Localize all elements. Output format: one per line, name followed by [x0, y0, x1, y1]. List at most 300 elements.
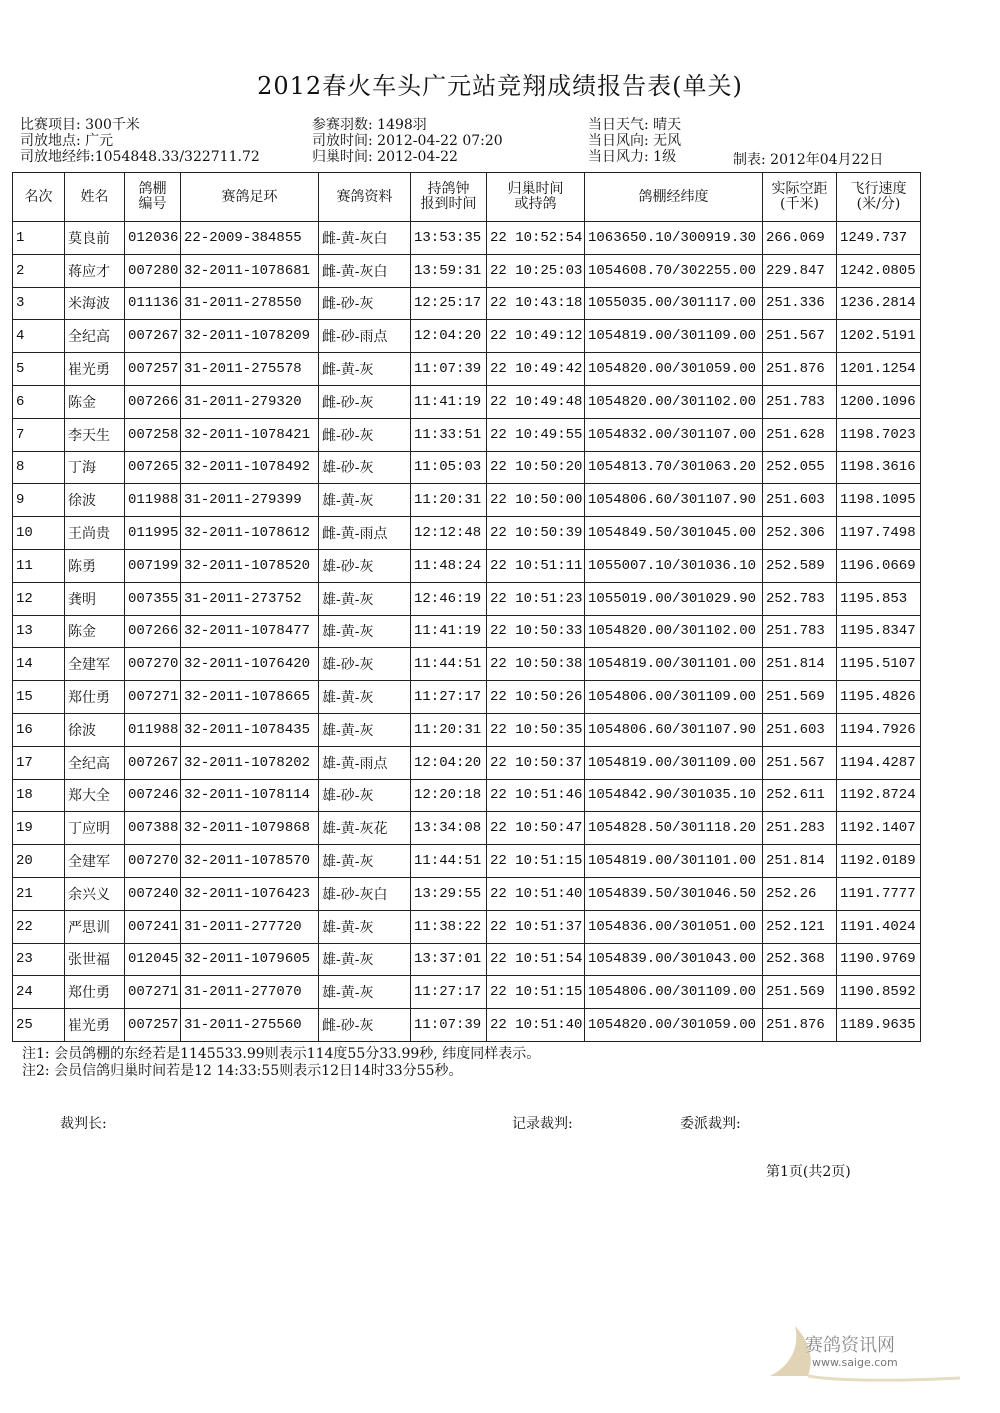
cell-ring-number: 31-2011-279320 — [181, 385, 319, 418]
cell-name: 余兴义 — [65, 877, 125, 910]
cell-clock-time: 13:37:01 — [411, 943, 487, 976]
cell-distance: 252.306 — [763, 517, 837, 550]
cell-speed: 1192.1407 — [837, 812, 921, 845]
cell-distance: 251.814 — [763, 845, 837, 878]
cell-rank: 15 — [13, 681, 65, 714]
column-header: 实际空距 (千米) — [763, 173, 837, 222]
cell-rank: 19 — [13, 812, 65, 845]
entry-count: 参赛羽数: 1498羽 — [312, 117, 427, 133]
notes — [22, 1046, 540, 1080]
cell-loft-id: 007266 — [125, 615, 181, 648]
cell-distance: 251.628 — [763, 418, 837, 451]
cell-name: 郑大全 — [65, 779, 125, 812]
cell-ring-number: 31-2011-279399 — [181, 484, 319, 517]
cell-return-time: 22 10:51:46 — [487, 779, 585, 812]
cell-loft-coordinates: 1054820.00/301102.00 — [585, 615, 763, 648]
table-row — [13, 484, 921, 517]
wind-direction: 当日风向: 无风 — [588, 133, 682, 149]
cell-loft-id: 007271 — [125, 681, 181, 714]
cell-clock-time: 13:53:35 — [411, 222, 487, 255]
cell-loft-coordinates: 1054832.00/301107.00 — [585, 418, 763, 451]
page-indicator: 第1页(共2页) — [766, 1164, 851, 1180]
cell-loft-id: 007388 — [125, 812, 181, 845]
column-header: 名次 — [13, 173, 65, 222]
column-header: 鸽棚 编号 — [125, 173, 181, 222]
cell-ring-number: 31-2011-277070 — [181, 976, 319, 1009]
cell-distance: 251.603 — [763, 484, 837, 517]
cell-speed: 1200.1096 — [837, 385, 921, 418]
table-row — [13, 877, 921, 910]
table-row — [13, 910, 921, 943]
note-2: 注2: 会员信鸽归巢时间若是12 14:33:55则表示12日14时33分55秒。 — [22, 1063, 463, 1079]
cell-feather: 雄-黄-灰 — [319, 582, 411, 615]
cell-rank: 16 — [13, 713, 65, 746]
cell-distance: 251.567 — [763, 320, 837, 353]
cell-feather: 雌-黄-灰 — [319, 353, 411, 386]
cell-loft-id: 007241 — [125, 910, 181, 943]
cell-rank: 6 — [13, 385, 65, 418]
cell-loft-id: 007270 — [125, 845, 181, 878]
cell-distance: 251.876 — [763, 353, 837, 386]
appointed-referee-label: 委派裁判: — [680, 1116, 741, 1132]
cell-return-time: 22 10:51:15 — [487, 976, 585, 1009]
cell-loft-coordinates: 1054806.60/301107.90 — [585, 484, 763, 517]
cell-speed: 1198.3616 — [837, 451, 921, 484]
cell-rank: 25 — [13, 1009, 65, 1042]
cell-speed: 1189.9635 — [837, 1009, 921, 1042]
column-header: 姓名 — [65, 173, 125, 222]
cell-loft-coordinates: 1054828.50/301118.20 — [585, 812, 763, 845]
cell-loft-id: 007266 — [125, 385, 181, 418]
cell-return-time: 22 10:50:47 — [487, 812, 585, 845]
cell-speed: 1194.4287 — [837, 746, 921, 779]
cell-return-time: 22 10:50:38 — [487, 648, 585, 681]
table-row — [13, 418, 921, 451]
cell-ring-number: 32-2011-1078570 — [181, 845, 319, 878]
cell-name: 陈金 — [65, 385, 125, 418]
cell-clock-time: 11:20:31 — [411, 713, 487, 746]
cell-ring-number: 32-2011-1076423 — [181, 877, 319, 910]
cell-rank: 5 — [13, 353, 65, 386]
release-coordinates: 司放地经纬:1054848.33/322711.72 — [20, 149, 260, 165]
cell-loft-coordinates: 1055019.00/301029.90 — [585, 582, 763, 615]
cell-ring-number: 32-2011-1078421 — [181, 418, 319, 451]
cell-feather: 雄-砂-灰 — [319, 549, 411, 582]
cell-return-time: 22 10:49:12 — [487, 320, 585, 353]
cell-name: 蒋应才 — [65, 254, 125, 287]
cell-loft-coordinates: 1055007.10/301036.10 — [585, 549, 763, 582]
cell-ring-number: 32-2011-1079605 — [181, 943, 319, 976]
cell-name: 崔光勇 — [65, 353, 125, 386]
cell-speed: 1195.8347 — [837, 615, 921, 648]
cell-clock-time: 11:07:39 — [411, 1009, 487, 1042]
race-info-column-1 — [20, 117, 260, 165]
cell-distance: 229.847 — [763, 254, 837, 287]
column-header: 归巢时间 或持鸽 — [487, 173, 585, 222]
cell-loft-id: 007258 — [125, 418, 181, 451]
cell-rank: 24 — [13, 976, 65, 1009]
cell-name: 陈勇 — [65, 549, 125, 582]
cell-ring-number: 32-2011-1078477 — [181, 615, 319, 648]
cell-return-time: 22 10:51:40 — [487, 1009, 585, 1042]
cell-loft-coordinates: 1054820.00/301059.00 — [585, 1009, 763, 1042]
cell-feather: 雄-黄-灰花 — [319, 812, 411, 845]
cell-speed: 1249.737 — [837, 222, 921, 255]
cell-rank: 14 — [13, 648, 65, 681]
cell-loft-coordinates: 1054819.00/301101.00 — [585, 845, 763, 878]
table-row — [13, 385, 921, 418]
cell-clock-time: 12:46:19 — [411, 582, 487, 615]
cell-clock-time: 11:33:51 — [411, 418, 487, 451]
table-row — [13, 976, 921, 1009]
table-row — [13, 648, 921, 681]
cell-ring-number: 32-2011-1078435 — [181, 713, 319, 746]
cell-rank: 8 — [13, 451, 65, 484]
cell-rank: 2 — [13, 254, 65, 287]
cell-feather: 雄-黄-灰 — [319, 615, 411, 648]
cell-clock-time: 13:34:08 — [411, 812, 487, 845]
cell-name: 丁应明 — [65, 812, 125, 845]
table-row — [13, 713, 921, 746]
cell-rank: 18 — [13, 779, 65, 812]
cell-rank: 12 — [13, 582, 65, 615]
cell-speed: 1194.7926 — [837, 713, 921, 746]
table-row — [13, 287, 921, 320]
cell-loft-coordinates: 1054813.70/301063.20 — [585, 451, 763, 484]
cell-loft-coordinates: 1055035.00/301117.00 — [585, 287, 763, 320]
cell-ring-number: 31-2011-275578 — [181, 353, 319, 386]
cell-return-time: 22 10:50:00 — [487, 484, 585, 517]
cell-feather: 雄-砂-灰 — [319, 779, 411, 812]
cell-clock-time: 11:07:39 — [411, 353, 487, 386]
cell-distance: 251.814 — [763, 648, 837, 681]
cell-feather: 雄-砂-灰白 — [319, 877, 411, 910]
table-header-row — [13, 173, 921, 222]
cell-distance: 251.603 — [763, 713, 837, 746]
cell-distance: 251.569 — [763, 976, 837, 1009]
cell-speed: 1198.7023 — [837, 418, 921, 451]
report-title: 2012春火车头广元站竞翔成绩报告表(单关) — [257, 72, 743, 100]
table-body — [13, 222, 921, 1042]
cell-feather: 雌-黄-灰白 — [319, 222, 411, 255]
cell-loft-coordinates: 1054608.70/302255.00 — [585, 254, 763, 287]
cell-name: 严思训 — [65, 910, 125, 943]
column-header: 飞行速度 (米/分) — [837, 173, 921, 222]
cell-speed: 1197.7498 — [837, 517, 921, 550]
cell-name: 全纪高 — [65, 320, 125, 353]
cell-rank: 3 — [13, 287, 65, 320]
table-row — [13, 517, 921, 550]
cell-clock-time: 13:29:55 — [411, 877, 487, 910]
cell-feather: 雄-黄-灰 — [319, 910, 411, 943]
cell-speed: 1191.7777 — [837, 877, 921, 910]
cell-clock-time: 11:48:24 — [411, 549, 487, 582]
table-row — [13, 812, 921, 845]
cell-loft-coordinates: 1054819.00/301109.00 — [585, 320, 763, 353]
cell-return-time: 22 10:51:37 — [487, 910, 585, 943]
cell-clock-time: 12:04:20 — [411, 320, 487, 353]
table-row — [13, 254, 921, 287]
cell-return-time: 22 10:51:11 — [487, 549, 585, 582]
cell-name: 全建军 — [65, 845, 125, 878]
return-date: 归巢时间: 2012-04-22 — [312, 149, 458, 165]
wind-force: 当日风力: 1级 — [588, 149, 677, 165]
cell-loft-coordinates: 1054842.90/301035.10 — [585, 779, 763, 812]
cell-clock-time: 11:38:22 — [411, 910, 487, 943]
cell-loft-id: 007257 — [125, 1009, 181, 1042]
cell-distance: 252.055 — [763, 451, 837, 484]
cell-distance: 252.589 — [763, 549, 837, 582]
cell-loft-id: 011136 — [125, 287, 181, 320]
cell-feather: 雌-砂-雨点 — [319, 320, 411, 353]
cell-clock-time: 11:41:19 — [411, 615, 487, 648]
cell-return-time: 22 10:50:39 — [487, 517, 585, 550]
cell-feather: 雌-黄-雨点 — [319, 517, 411, 550]
cell-name: 陈金 — [65, 615, 125, 648]
cell-name: 徐波 — [65, 484, 125, 517]
cell-clock-time: 12:25:17 — [411, 287, 487, 320]
table-row — [13, 1009, 921, 1042]
cell-loft-id: 012045 — [125, 943, 181, 976]
cell-ring-number: 32-2011-1078492 — [181, 451, 319, 484]
cell-distance: 251.783 — [763, 615, 837, 648]
cell-speed: 1195.853 — [837, 582, 921, 615]
cell-name: 米海波 — [65, 287, 125, 320]
cell-ring-number: 32-2011-1078612 — [181, 517, 319, 550]
release-time: 司放时间: 2012-04-22 07:20 — [312, 133, 503, 149]
table-row — [13, 779, 921, 812]
cell-distance: 251.567 — [763, 746, 837, 779]
cell-name: 郑仕勇 — [65, 976, 125, 1009]
cell-loft-id: 007271 — [125, 976, 181, 1009]
cell-clock-time: 11:44:51 — [411, 845, 487, 878]
cell-ring-number: 31-2011-278550 — [181, 287, 319, 320]
cell-loft-coordinates: 1054839.00/301043.00 — [585, 943, 763, 976]
cell-name: 徐波 — [65, 713, 125, 746]
cell-rank: 23 — [13, 943, 65, 976]
column-header: 赛鸽资料 — [319, 173, 411, 222]
report-date: 制表: 2012年04月22日 — [733, 152, 884, 168]
cell-rank: 21 — [13, 877, 65, 910]
cell-speed: 1191.4024 — [837, 910, 921, 943]
table-row — [13, 845, 921, 878]
cell-distance: 251.876 — [763, 1009, 837, 1042]
cell-name: 张世福 — [65, 943, 125, 976]
record-referee-label: 记录裁判: — [512, 1116, 573, 1132]
cell-ring-number: 31-2011-275560 — [181, 1009, 319, 1042]
cell-loft-id: 007240 — [125, 877, 181, 910]
cell-speed: 1190.9769 — [837, 943, 921, 976]
cell-return-time: 22 10:51:23 — [487, 582, 585, 615]
cell-loft-coordinates: 1054819.00/301109.00 — [585, 746, 763, 779]
cell-return-time: 22 10:50:37 — [487, 746, 585, 779]
cell-loft-id: 007267 — [125, 320, 181, 353]
cell-ring-number: 32-2011-1078114 — [181, 779, 319, 812]
chief-referee-label: 裁判长: — [60, 1116, 107, 1132]
cell-clock-time: 11:20:31 — [411, 484, 487, 517]
cell-loft-id: 011988 — [125, 713, 181, 746]
cell-distance: 252.26 — [763, 877, 837, 910]
cell-ring-number: 32-2011-1078209 — [181, 320, 319, 353]
cell-feather: 雌-砂-灰 — [319, 385, 411, 418]
cell-return-time: 22 10:50:35 — [487, 713, 585, 746]
cell-feather: 雄-黄-灰 — [319, 845, 411, 878]
cell-rank: 4 — [13, 320, 65, 353]
cell-clock-time: 12:04:20 — [411, 746, 487, 779]
cell-loft-id: 007257 — [125, 353, 181, 386]
cell-rank: 7 — [13, 418, 65, 451]
table-row — [13, 615, 921, 648]
table-row — [13, 549, 921, 582]
weather: 当日天气: 晴天 — [588, 117, 682, 133]
cell-return-time: 22 10:49:55 — [487, 418, 585, 451]
cell-loft-coordinates: 1054839.50/301046.50 — [585, 877, 763, 910]
watermark-url: www.saige.com — [812, 1356, 898, 1369]
cell-feather: 雄-黄-灰 — [319, 943, 411, 976]
cell-speed: 1190.8592 — [837, 976, 921, 1009]
column-header: 赛鸽足环 — [181, 173, 319, 222]
cell-clock-time: 11:05:03 — [411, 451, 487, 484]
cell-distance: 251.783 — [763, 385, 837, 418]
race-info-column-3 — [588, 117, 681, 165]
cell-speed: 1196.0669 — [837, 549, 921, 582]
cell-rank: 9 — [13, 484, 65, 517]
cell-ring-number: 22-2009-384855 — [181, 222, 319, 255]
cell-clock-time: 11:44:51 — [411, 648, 487, 681]
cell-loft-coordinates: 1054836.00/301051.00 — [585, 910, 763, 943]
results-table — [12, 172, 921, 1042]
cell-loft-coordinates: 1054849.50/301045.00 — [585, 517, 763, 550]
cell-return-time: 22 10:49:42 — [487, 353, 585, 386]
cell-rank: 20 — [13, 845, 65, 878]
cell-name: 莫良前 — [65, 222, 125, 255]
column-header: 鸽棚经纬度 — [585, 173, 763, 222]
cell-feather: 雌-砂-灰 — [319, 1009, 411, 1042]
cell-return-time: 22 10:50:33 — [487, 615, 585, 648]
cell-speed: 1201.1254 — [837, 353, 921, 386]
cell-speed: 1242.0805 — [837, 254, 921, 287]
cell-ring-number: 32-2011-1079868 — [181, 812, 319, 845]
cell-clock-time: 11:27:17 — [411, 976, 487, 1009]
cell-ring-number: 32-2011-1078202 — [181, 746, 319, 779]
cell-loft-id: 011995 — [125, 517, 181, 550]
cell-distance: 251.336 — [763, 287, 837, 320]
cell-loft-id: 007267 — [125, 746, 181, 779]
cell-rank: 10 — [13, 517, 65, 550]
cell-speed: 1195.5107 — [837, 648, 921, 681]
cell-return-time: 22 10:25:03 — [487, 254, 585, 287]
cell-distance: 252.368 — [763, 943, 837, 976]
cell-ring-number: 32-2011-1076420 — [181, 648, 319, 681]
note-1: 注1: 会员鸽棚的东经若是1145533.99则表示114度55分33.99秒, 纬度同样表示。 — [22, 1046, 541, 1062]
cell-feather: 雌-砂-灰 — [319, 418, 411, 451]
cell-ring-number: 32-2011-1078681 — [181, 254, 319, 287]
cell-name: 王尚贵 — [65, 517, 125, 550]
cell-loft-id: 012036 — [125, 222, 181, 255]
cell-rank: 17 — [13, 746, 65, 779]
cell-return-time: 22 10:50:26 — [487, 681, 585, 714]
cell-clock-time: 12:20:18 — [411, 779, 487, 812]
cell-name: 全建军 — [65, 648, 125, 681]
column-header: 持鸽钟 报到时间 — [411, 173, 487, 222]
cell-return-time: 22 10:43:18 — [487, 287, 585, 320]
cell-loft-coordinates: 1054820.00/301102.00 — [585, 385, 763, 418]
cell-rank: 13 — [13, 615, 65, 648]
cell-feather: 雄-黄-雨点 — [319, 746, 411, 779]
table-row — [13, 746, 921, 779]
cell-distance: 252.611 — [763, 779, 837, 812]
cell-loft-coordinates: 1054806.00/301109.00 — [585, 976, 763, 1009]
cell-return-time: 22 10:49:48 — [487, 385, 585, 418]
cell-ring-number: 32-2011-1078520 — [181, 549, 319, 582]
cell-feather: 雄-砂-灰 — [319, 648, 411, 681]
cell-rank: 22 — [13, 910, 65, 943]
table-row — [13, 353, 921, 386]
cell-distance: 251.283 — [763, 812, 837, 845]
cell-name: 郑仕勇 — [65, 681, 125, 714]
cell-rank: 11 — [13, 549, 65, 582]
table-row — [13, 222, 921, 255]
cell-feather: 雄-黄-灰 — [319, 681, 411, 714]
race-item: 比赛项目: 300千米 — [20, 117, 140, 133]
cell-speed: 1192.8724 — [837, 779, 921, 812]
cell-clock-time: 13:59:31 — [411, 254, 487, 287]
cell-feather: 雄-黄-灰 — [319, 713, 411, 746]
cell-loft-coordinates: 1063650.10/300919.30 — [585, 222, 763, 255]
cell-ring-number: 31-2011-277720 — [181, 910, 319, 943]
table-row — [13, 943, 921, 976]
cell-feather: 雌-黄-灰白 — [319, 254, 411, 287]
cell-speed: 1198.1095 — [837, 484, 921, 517]
cell-distance: 252.783 — [763, 582, 837, 615]
cell-feather: 雄-黄-灰 — [319, 976, 411, 1009]
cell-rank: 1 — [13, 222, 65, 255]
cell-ring-number: 32-2011-1078665 — [181, 681, 319, 714]
cell-name: 全纪高 — [65, 746, 125, 779]
cell-speed: 1192.0189 — [837, 845, 921, 878]
cell-feather: 雄-砂-灰 — [319, 451, 411, 484]
table-row — [13, 681, 921, 714]
cell-distance: 251.569 — [763, 681, 837, 714]
cell-feather: 雄-黄-灰 — [319, 484, 411, 517]
cell-loft-coordinates: 1054819.00/301101.00 — [585, 648, 763, 681]
cell-clock-time: 11:27:17 — [411, 681, 487, 714]
cell-return-time: 22 10:51:40 — [487, 877, 585, 910]
cell-loft-id: 007280 — [125, 254, 181, 287]
release-location: 司放地点: 广元 — [20, 133, 114, 149]
cell-return-time: 22 10:51:15 — [487, 845, 585, 878]
cell-loft-id: 007199 — [125, 549, 181, 582]
cell-loft-coordinates: 1054806.60/301107.90 — [585, 713, 763, 746]
cell-loft-id: 007355 — [125, 582, 181, 615]
cell-return-time: 22 10:52:54 — [487, 222, 585, 255]
cell-return-time: 22 10:50:20 — [487, 451, 585, 484]
cell-ring-number: 31-2011-273752 — [181, 582, 319, 615]
cell-feather: 雌-砂-灰 — [319, 287, 411, 320]
cell-speed: 1195.4826 — [837, 681, 921, 714]
cell-clock-time: 12:12:48 — [411, 517, 487, 550]
cell-speed: 1202.5191 — [837, 320, 921, 353]
cell-loft-id: 007270 — [125, 648, 181, 681]
cell-clock-time: 11:41:19 — [411, 385, 487, 418]
cell-loft-id: 007246 — [125, 779, 181, 812]
cell-distance: 266.069 — [763, 222, 837, 255]
cell-loft-id: 011988 — [125, 484, 181, 517]
table-row — [13, 582, 921, 615]
cell-name: 李天生 — [65, 418, 125, 451]
cell-loft-id: 007265 — [125, 451, 181, 484]
cell-loft-coordinates: 1054820.00/301059.00 — [585, 353, 763, 386]
